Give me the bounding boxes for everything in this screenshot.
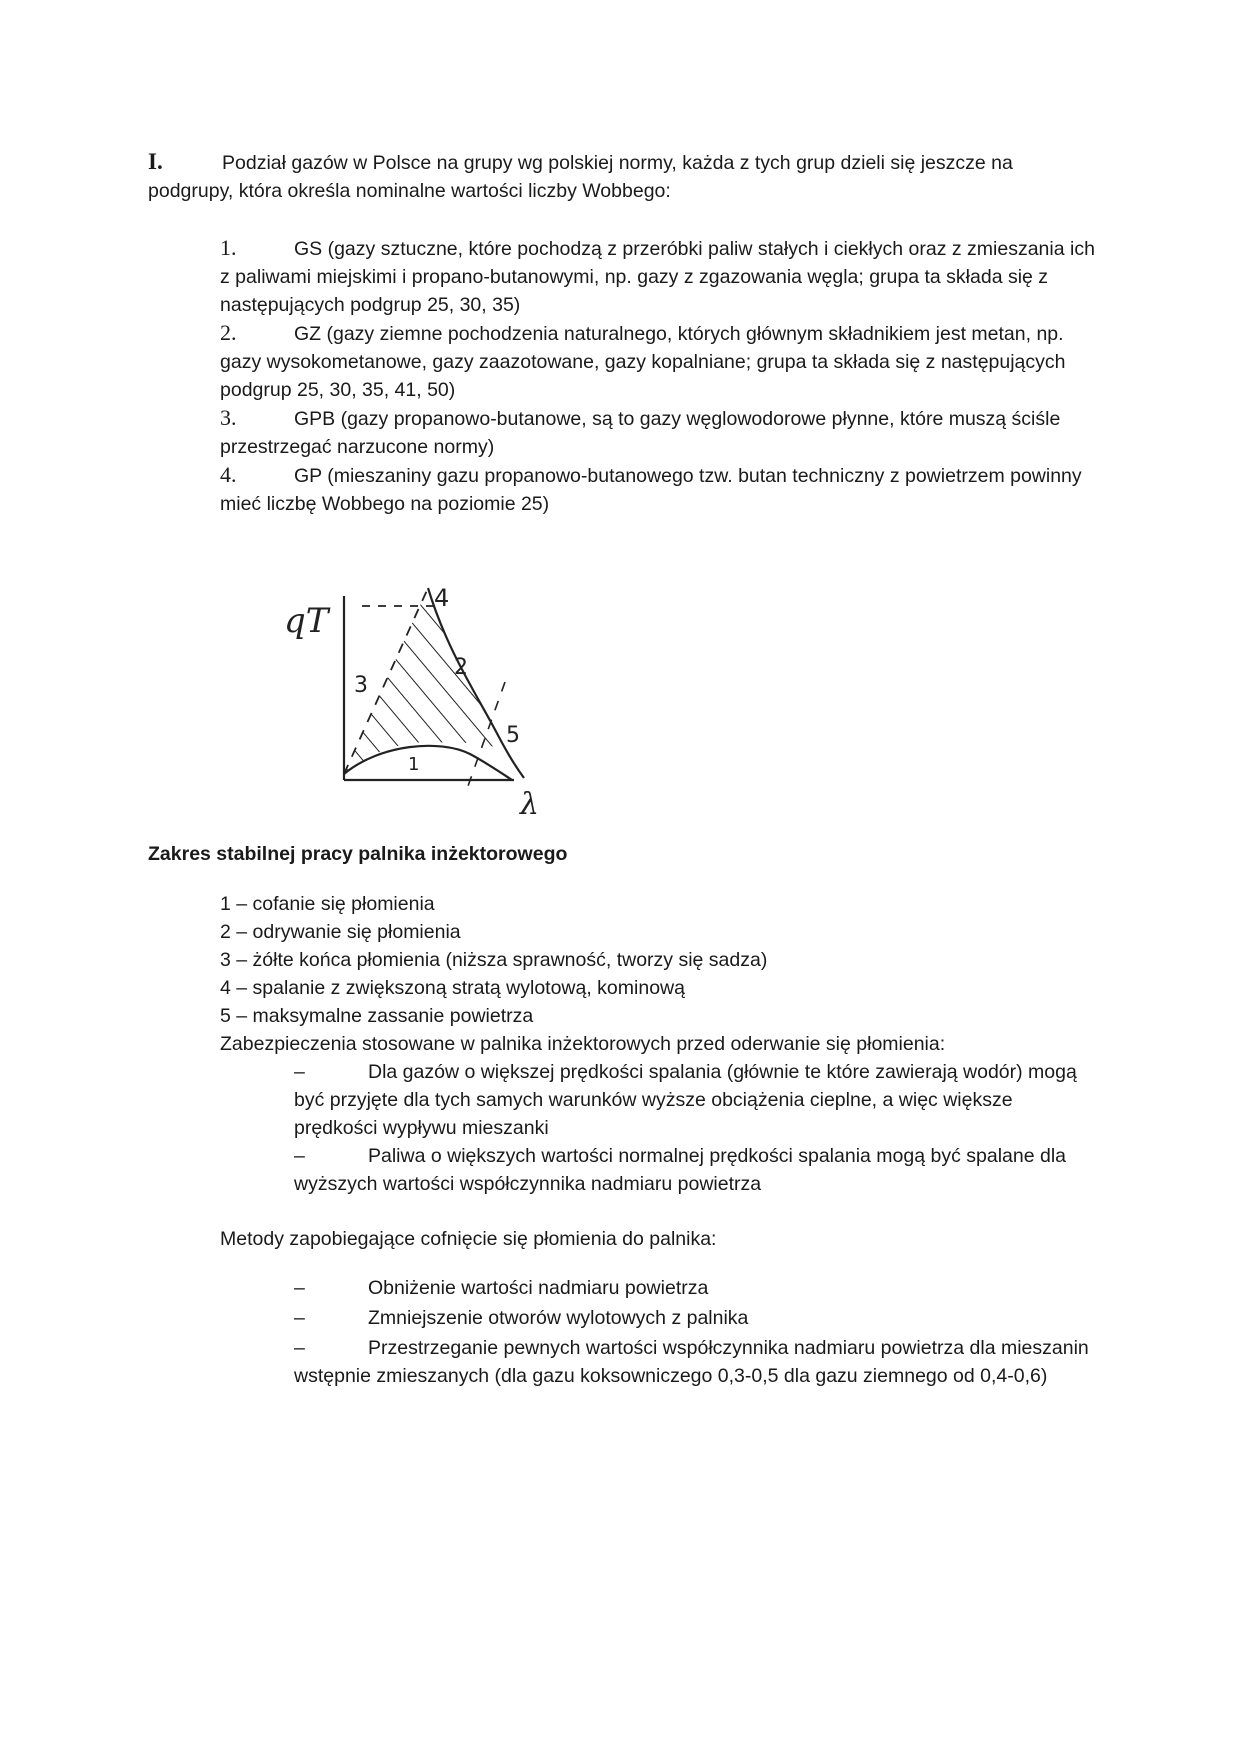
list-item: – Obniżenie wartości nadmiaru powietrza — [294, 1277, 709, 1299]
list-item: – Przestrzeganie pewnych wartości współczynnika nadmiaru powietrza dla mieszanin wstępnie zmieszanych (dla gazu koksowniczego 0,3-0,5 dla gazu ziemnego od 0,4-0,6) — [294, 1337, 1089, 1387]
list-item: – Dla gazów o większej prędkości spalania (głównie te które zawierają wodór) mogą być przyjęte dla tych samych warunków wyższe obciążenia cieplne, a więc większe prędkości wypływu mieszanki — [294, 1061, 1077, 1139]
y-axis-label: qT — [284, 601, 329, 641]
legend-item: 5 – maksymalne zassanie powietrza — [220, 1005, 534, 1027]
list-item: – Paliwa o większych wartości normalnej prędkości spalania mogą być spalane dla wyższych wartości współczynnika nadmiaru powietrza — [294, 1145, 1067, 1195]
list-item: 3. GPB (gazy propanowo-butanowe, są to gazy węglowodorowe płynne, które muszą ściśle przestrzegać narzucone normy) — [220, 405, 1061, 458]
curve-label-4: 4 — [434, 584, 450, 612]
curve-label-2: 2 — [454, 655, 468, 680]
burner-stability-sketch — [284, 574, 620, 824]
list-item: – Zmniejszenie otworów wylotowych z palnika — [294, 1307, 749, 1329]
legend-item: 3 – żółte końca płomienia (niższa sprawność, tworzy się sadza) — [220, 949, 768, 971]
section-title: Zakres stabilnej pracy palnika inżektorowego — [148, 843, 568, 865]
roman-numeral: I. — [148, 149, 163, 174]
section-heading — [148, 148, 1088, 205]
curve-label-5: 5 — [506, 723, 520, 748]
legend-item: 2 – odrywanie się płomienia — [220, 921, 461, 943]
legend-item: 4 – spalanie z zwiększoną stratą wylotową, kominową — [220, 977, 685, 999]
protections-block — [220, 1030, 1100, 1198]
list-item: 2. GZ (gazy ziemne pochodzenia naturalnego, których głównym składnikiem jest metan, np. gazy wysokometanowe, gazy zaazotowane, gazy kopalniane; grupa ta składa się z następujących podgrup 25, 30, 35, 41, 50) — [220, 320, 1066, 401]
x-axis-label: λ — [520, 787, 540, 822]
curve-label-1: 1 — [408, 754, 420, 775]
figure-legend — [220, 890, 1120, 1030]
legend-item: 1 – cofanie się płomienia — [220, 893, 435, 915]
list-item: 1. GS (gazy sztuczne, które pochodzą z przeróbki paliw stałych i ciekłych oraz z zmieszania ich z paliwami miejskimi i propano-butanowymi, np. gazy z zgazowania węgla; grupa ta składa się z następujących podgrup 25, 30, 35) — [220, 235, 1095, 316]
methods-list — [220, 1274, 1100, 1392]
list-item: 4. GP (mieszaniny gazu propanowo-butanowego tzw. butan techniczny z powietrzem powinny mieć liczbę Wobbego na poziomie 25) — [220, 462, 1082, 515]
methods-title: Metody zapobiegające cofnięcie się płomienia do palnika: — [220, 1228, 717, 1250]
gas-groups-list — [220, 234, 1100, 518]
curve-label-3: 3 — [354, 673, 368, 698]
stable-region-hatch — [300, 574, 620, 824]
heading-text: Podział gazów w Polsce na grupy wg polskiej normy, każda z tych grup dzieli się jeszcze na podgrupy, która określa nominalne wartości liczby Wobbego: — [148, 152, 1013, 202]
protections-title: Zabezpieczenia stosowane w palnika inżektorowych przed oderwanie się płomienia: — [220, 1033, 946, 1055]
